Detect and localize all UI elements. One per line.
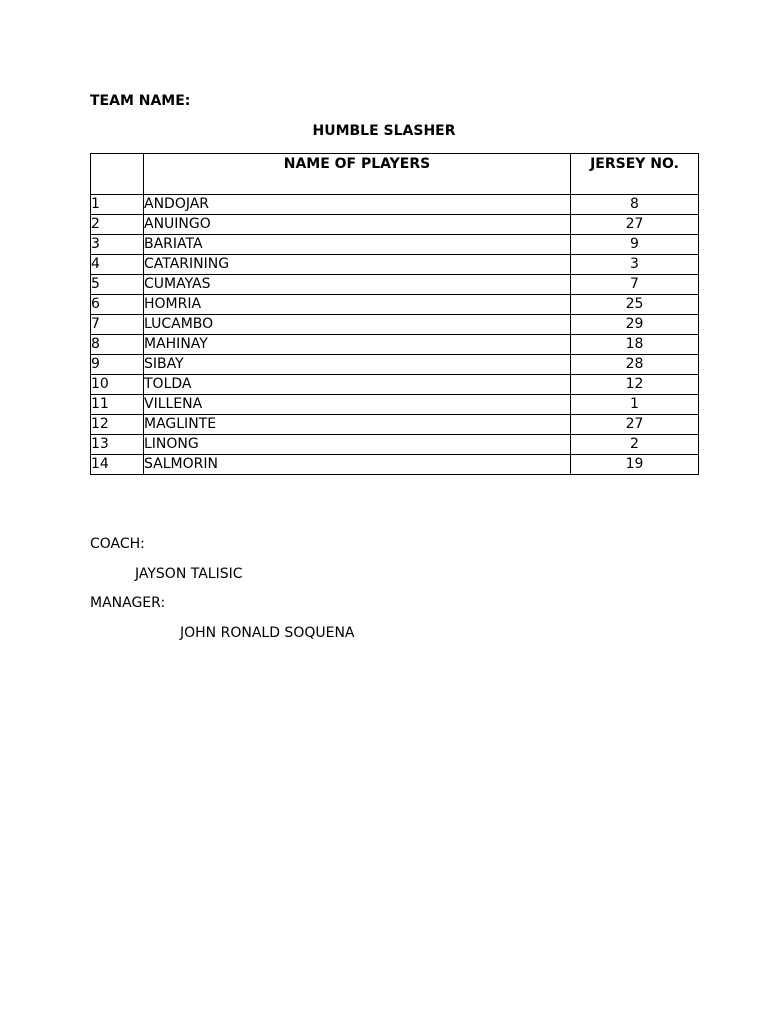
table-row <box>91 395 699 415</box>
jersey-number: 1 <box>571 395 699 415</box>
player-number: 12 <box>91 415 144 435</box>
team-name-value: HUMBLE SLASHER <box>312 123 456 139</box>
jersey-number: 27 <box>571 415 699 435</box>
table-row <box>91 315 699 335</box>
roster-table <box>90 153 699 475</box>
player-number: 5 <box>91 275 144 295</box>
table-row <box>91 375 699 395</box>
jersey-number: 9 <box>571 235 699 255</box>
header-number <box>91 154 144 195</box>
player-number: 7 <box>91 315 144 335</box>
table-row <box>91 335 699 355</box>
player-name: ANDOJAR <box>144 195 571 215</box>
jersey-number: 8 <box>571 195 699 215</box>
player-number: 14 <box>91 455 144 475</box>
player-name: CUMAYAS <box>144 275 571 295</box>
table-row <box>91 435 699 455</box>
jersey-number: 19 <box>571 455 699 475</box>
player-number: 3 <box>91 235 144 255</box>
player-name: SIBAY <box>144 355 571 375</box>
manager-label: MANAGER: <box>90 595 166 611</box>
table-row <box>91 275 699 295</box>
table-row <box>91 235 699 255</box>
player-name: VILLENA <box>144 395 571 415</box>
roster-header-row <box>91 154 699 195</box>
table-row <box>91 215 699 235</box>
header-jersey-no: JERSEY NO. <box>571 154 699 195</box>
player-number: 4 <box>91 255 144 275</box>
table-row <box>91 355 699 375</box>
coach-label: COACH: <box>90 536 145 552</box>
jersey-number: 7 <box>571 275 699 295</box>
jersey-number: 27 <box>571 215 699 235</box>
player-name: LINONG <box>144 435 571 455</box>
player-name: TOLDA <box>144 375 571 395</box>
jersey-number: 3 <box>571 255 699 275</box>
player-name: BARIATA <box>144 235 571 255</box>
player-number: 9 <box>91 355 144 375</box>
table-row <box>91 455 699 475</box>
player-number: 6 <box>91 295 144 315</box>
player-number: 11 <box>91 395 144 415</box>
jersey-number: 2 <box>571 435 699 455</box>
jersey-number: 28 <box>571 355 699 375</box>
player-number: 1 <box>91 195 144 215</box>
player-number: 10 <box>91 375 144 395</box>
jersey-number: 18 <box>571 335 699 355</box>
player-name: ANUINGO <box>144 215 571 235</box>
player-name: MAHINAY <box>144 335 571 355</box>
player-name: CATARINING <box>144 255 571 275</box>
jersey-number: 25 <box>571 295 699 315</box>
table-row <box>91 295 699 315</box>
player-name: SALMORIN <box>144 455 571 475</box>
player-number: 8 <box>91 335 144 355</box>
player-number: 2 <box>91 215 144 235</box>
manager-name: JOHN RONALD SOQUENA <box>180 625 355 641</box>
coach-name: JAYSON TALISIC <box>135 566 243 582</box>
table-row <box>91 255 699 275</box>
team-name-label: TEAM NAME: <box>90 93 191 109</box>
header-player-name: NAME OF PLAYERS <box>144 154 571 195</box>
player-name: MAGLINTE <box>144 415 571 435</box>
player-name: HOMRIA <box>144 295 571 315</box>
roster-body <box>91 195 699 475</box>
jersey-number: 12 <box>571 375 699 395</box>
player-name: LUCAMBO <box>144 315 571 335</box>
jersey-number: 29 <box>571 315 699 335</box>
player-number: 13 <box>91 435 144 455</box>
table-row <box>91 415 699 435</box>
table-row <box>91 195 699 215</box>
